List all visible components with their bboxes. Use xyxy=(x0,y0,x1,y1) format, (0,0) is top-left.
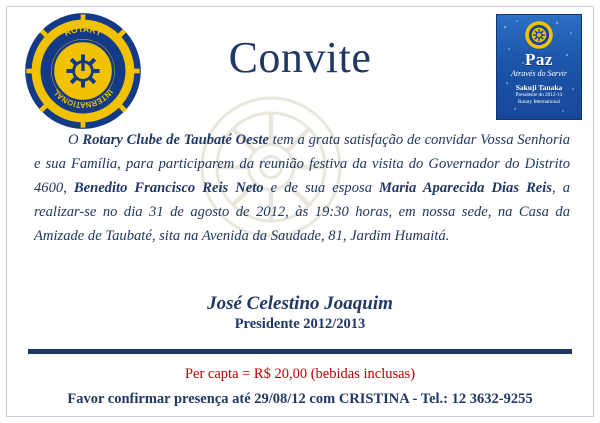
signature-role: Presidente 2012/2013 xyxy=(234,316,366,332)
footer-confirmation: Favor confirmar presença até 29/08/12 com CRISTINA - Tel.: 12 3632-9255 xyxy=(67,391,533,407)
club-name: Rotary Clube de Taubaté Oeste xyxy=(82,132,269,148)
body-part2: e de sua esposa xyxy=(263,180,380,196)
footer-divider xyxy=(28,349,572,354)
governor-name: Benedito Francisco Reis Neto xyxy=(73,180,264,196)
stamp-president-name: Sakuji Tanaka xyxy=(515,83,563,92)
svg-text:ROTARY: ROTARY xyxy=(62,23,104,38)
body-lead: O xyxy=(68,132,83,148)
stamp-president-org: Rotary International xyxy=(518,99,560,105)
spouse-name: Maria Aparecida Dias Reis xyxy=(379,180,553,196)
svg-text:INTERNATIONAL: INTERNATIONAL xyxy=(51,87,115,110)
invitation-body xyxy=(34,128,570,248)
stamp-president-role: Presidente do 2012-13 xyxy=(515,92,563,98)
footer-price: Per capta = R$ 20,00 (bebidas inclusas) xyxy=(184,366,416,382)
signature-name: José Celestino Joaquim xyxy=(207,293,393,314)
stamp-title: Paz xyxy=(525,50,553,69)
page-title: Convite xyxy=(228,33,372,82)
body-part1: tem a grata satisfação de convidar Vossa Senhoria e sua Família, para participarem da reunião festiva da visita do Governador do Distrito 4600, xyxy=(34,132,570,196)
stamp-subtitle: Através do Servir xyxy=(511,69,567,78)
body-part3: , a realizar-se no dia 31 de agosto de 2012, às 19:30 horas, em nossa sede, na Casa da Amizade de Taubaté, sita na Avenida da Saudade, 81, Jardim Humaitá. xyxy=(34,180,570,244)
